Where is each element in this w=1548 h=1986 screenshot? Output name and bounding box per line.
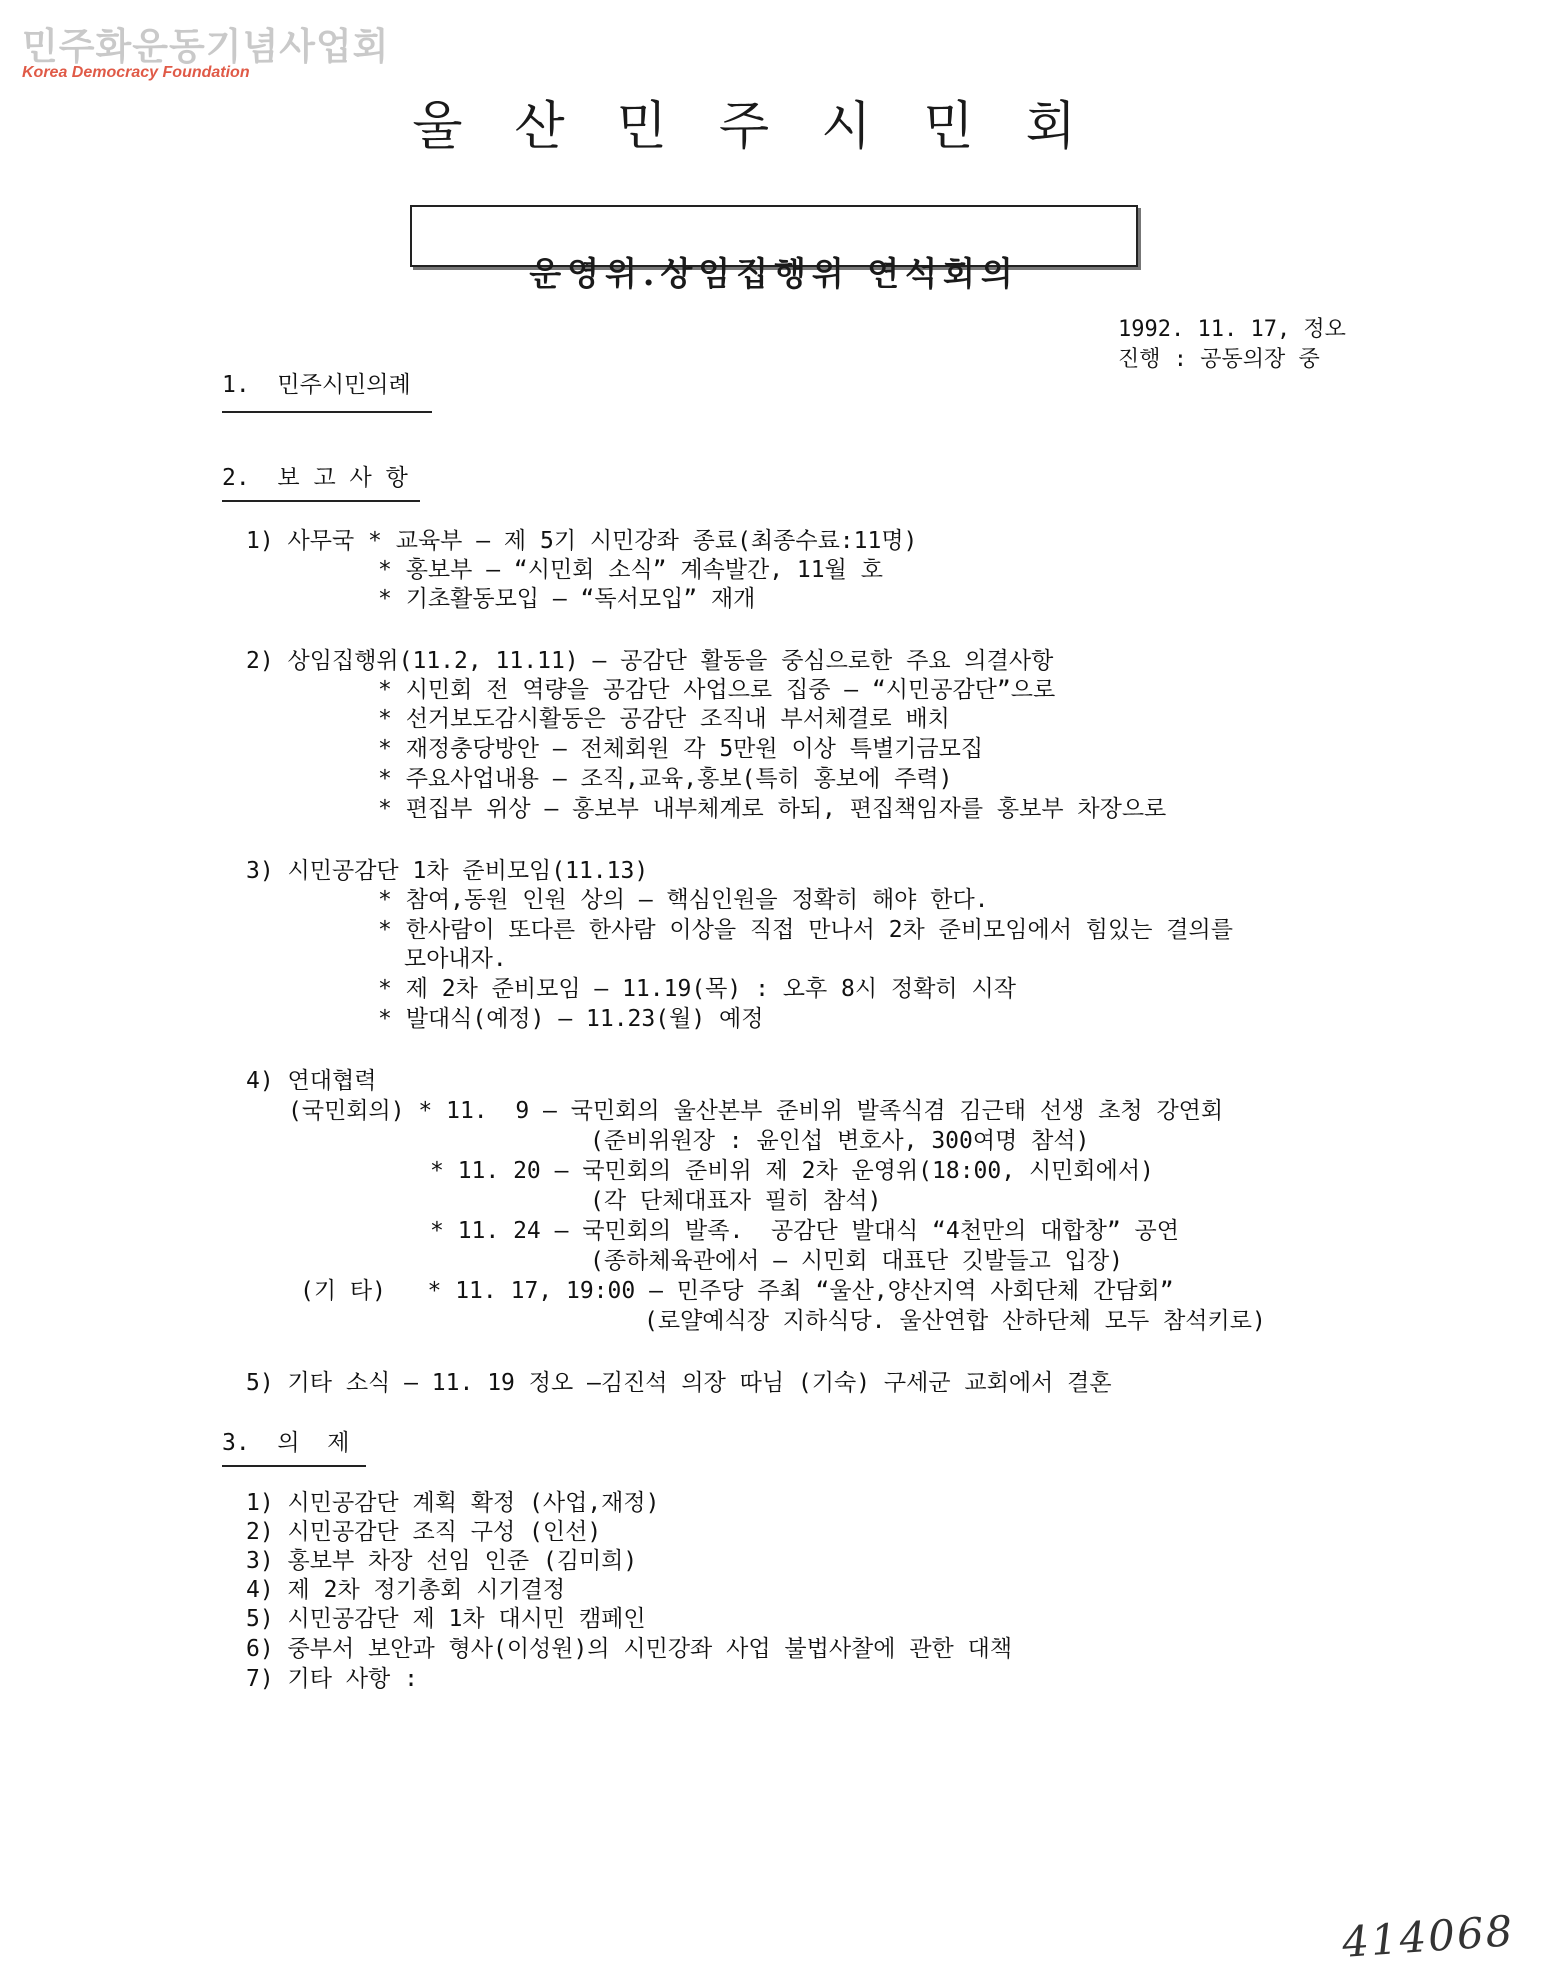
report-4-line-6: * 11. 24 — 국민회의 발족. 공감단 발대식 “4천만의 대합창” 공연 xyxy=(430,1218,1179,1244)
organization-title: 울산민주시민회 xyxy=(412,97,1128,157)
agenda-item: 4) 제 2차 정기총회 시기결정 xyxy=(246,1577,566,1603)
meeting-chair: 진행 : 공동의장 중 xyxy=(1118,347,1320,372)
report-2-line-4: * 재정충당방안 — 전체회원 각 5만원 이상 특별기금모집 xyxy=(378,736,984,762)
section-3-underline xyxy=(222,1465,366,1467)
meeting-date: 1992. 11. 17, 정오 xyxy=(1118,317,1346,342)
report-3-line-2: * 참여,동원 인원 상의 — 핵심인원을 정확히 해야 한다. xyxy=(378,887,989,913)
report-2-line-2: * 시민회 전 역량을 공감단 사업으로 집중 — “시민공감단”으로 xyxy=(378,677,1056,703)
report-2-line-5: * 주요사업내용 — 조직,교육,홍보(특히 홍보에 주력) xyxy=(378,766,953,792)
report-2-line-6: * 편집부 위상 — 홍보부 내부체계로 하되, 편집책임자를 홍보부 차장으로 xyxy=(378,796,1167,822)
meeting-title: 운영위.상임집행위 연석회의 xyxy=(529,254,1019,293)
report-1-line-3: * 기초활동모입 — “독서모입” 재개 xyxy=(378,586,756,612)
watermark-korean: 민주화운동기념사업회 xyxy=(22,25,390,68)
report-2-line-3: * 선거보도감시활동은 공감단 조직내 부서체결로 배치 xyxy=(378,706,950,732)
section-1-underline xyxy=(222,411,432,413)
agenda-item: 5) 시민공감단 제 1차 대시민 캠페인 xyxy=(246,1606,646,1632)
handwritten-page-number: 414068 xyxy=(1340,1906,1516,1967)
agenda-item: 7) 기타 사항 : xyxy=(246,1666,418,1692)
section-3-title: 3. 의 제 xyxy=(222,1430,350,1456)
report-2-line-1: 2) 상임집행위(11.2, 11.11) — 공감단 활동을 중심으로한 주요 의결사항 xyxy=(246,648,1054,674)
report-4-line-5: (각 단체대표자 필히 참석) xyxy=(590,1188,882,1214)
watermark-english: Korea Democracy Foundation xyxy=(22,64,250,81)
report-4-line-9: (로얄예식장 지하식당. 울산연합 산하단체 모두 참석키로) xyxy=(644,1308,1266,1334)
report-3-line-4: * 제 2차 준비모임 — 11.19(목) : 오후 8시 정확히 시작 xyxy=(378,976,1016,1002)
report-5-line-1: 5) 기타 소식 — 11. 19 정오 —김진석 의장 따님 (기숙) 구세군 교회에서 결혼 xyxy=(246,1370,1112,1396)
agenda-item: 6) 중부서 보안과 형사(이성원)의 시민강좌 사업 불법사찰에 관한 대책 xyxy=(246,1636,1013,1662)
report-3-line-1: 3) 시민공감단 1차 준비모임(11.13) xyxy=(246,858,649,884)
section-2-underline xyxy=(222,500,420,502)
report-4-line-3: (준비위원장 : 윤인섭 변호사, 300여명 참석) xyxy=(590,1128,1090,1154)
report-3-line-3: * 한사람이 또다른 한사람 이상을 직접 만나서 2차 준비모임에서 힘있는 결의를 xyxy=(378,917,1233,943)
report-1-line-2: * 홍보부 — “시민회 소식” 계속발간, 11월 호 xyxy=(378,557,883,583)
report-4-line-8: (기 타) * 11. 17, 19:00 — 민주당 주최 “울산,양산지역 사회단체 간담회” xyxy=(300,1278,1174,1304)
section-1-title: 1. 민주시민의례 xyxy=(222,372,411,398)
meeting-title-box xyxy=(410,205,1138,293)
report-3-line-5: * 발대식(예정) — 11.23(월) 예정 xyxy=(378,1006,764,1032)
report-4-line-7: (종하체육관에서 — 시민회 대표단 깃발들고 입장) xyxy=(590,1248,1123,1274)
report-3-line-3b: 모아내자. xyxy=(404,946,507,972)
report-1-line-1: 1) 사무국 * 교육부 — 제 5기 시민강좌 종료(최종수료:11명) xyxy=(246,528,918,554)
agenda-item: 3) 홍보부 차장 선임 인준 (김미희) xyxy=(246,1548,638,1574)
report-4-line-2: (국민회의) * 11. 9 — 국민회의 울산본부 준비위 발족식겸 김근태 선생 초청 강연회 xyxy=(288,1098,1224,1124)
report-4-line-4: * 11. 20 — 국민회의 준비위 제 2차 운영위(18:00, 시민회에서) xyxy=(430,1158,1154,1184)
agenda-item: 1) 시민공감단 계획 확정 (사업,재정) xyxy=(246,1490,660,1516)
section-2-title: 2. 보 고 사 항 xyxy=(222,465,408,491)
report-4-line-1: 4) 연대협력 xyxy=(246,1068,377,1094)
agenda-item: 2) 시민공감단 조직 구성 (인선) xyxy=(246,1519,602,1545)
